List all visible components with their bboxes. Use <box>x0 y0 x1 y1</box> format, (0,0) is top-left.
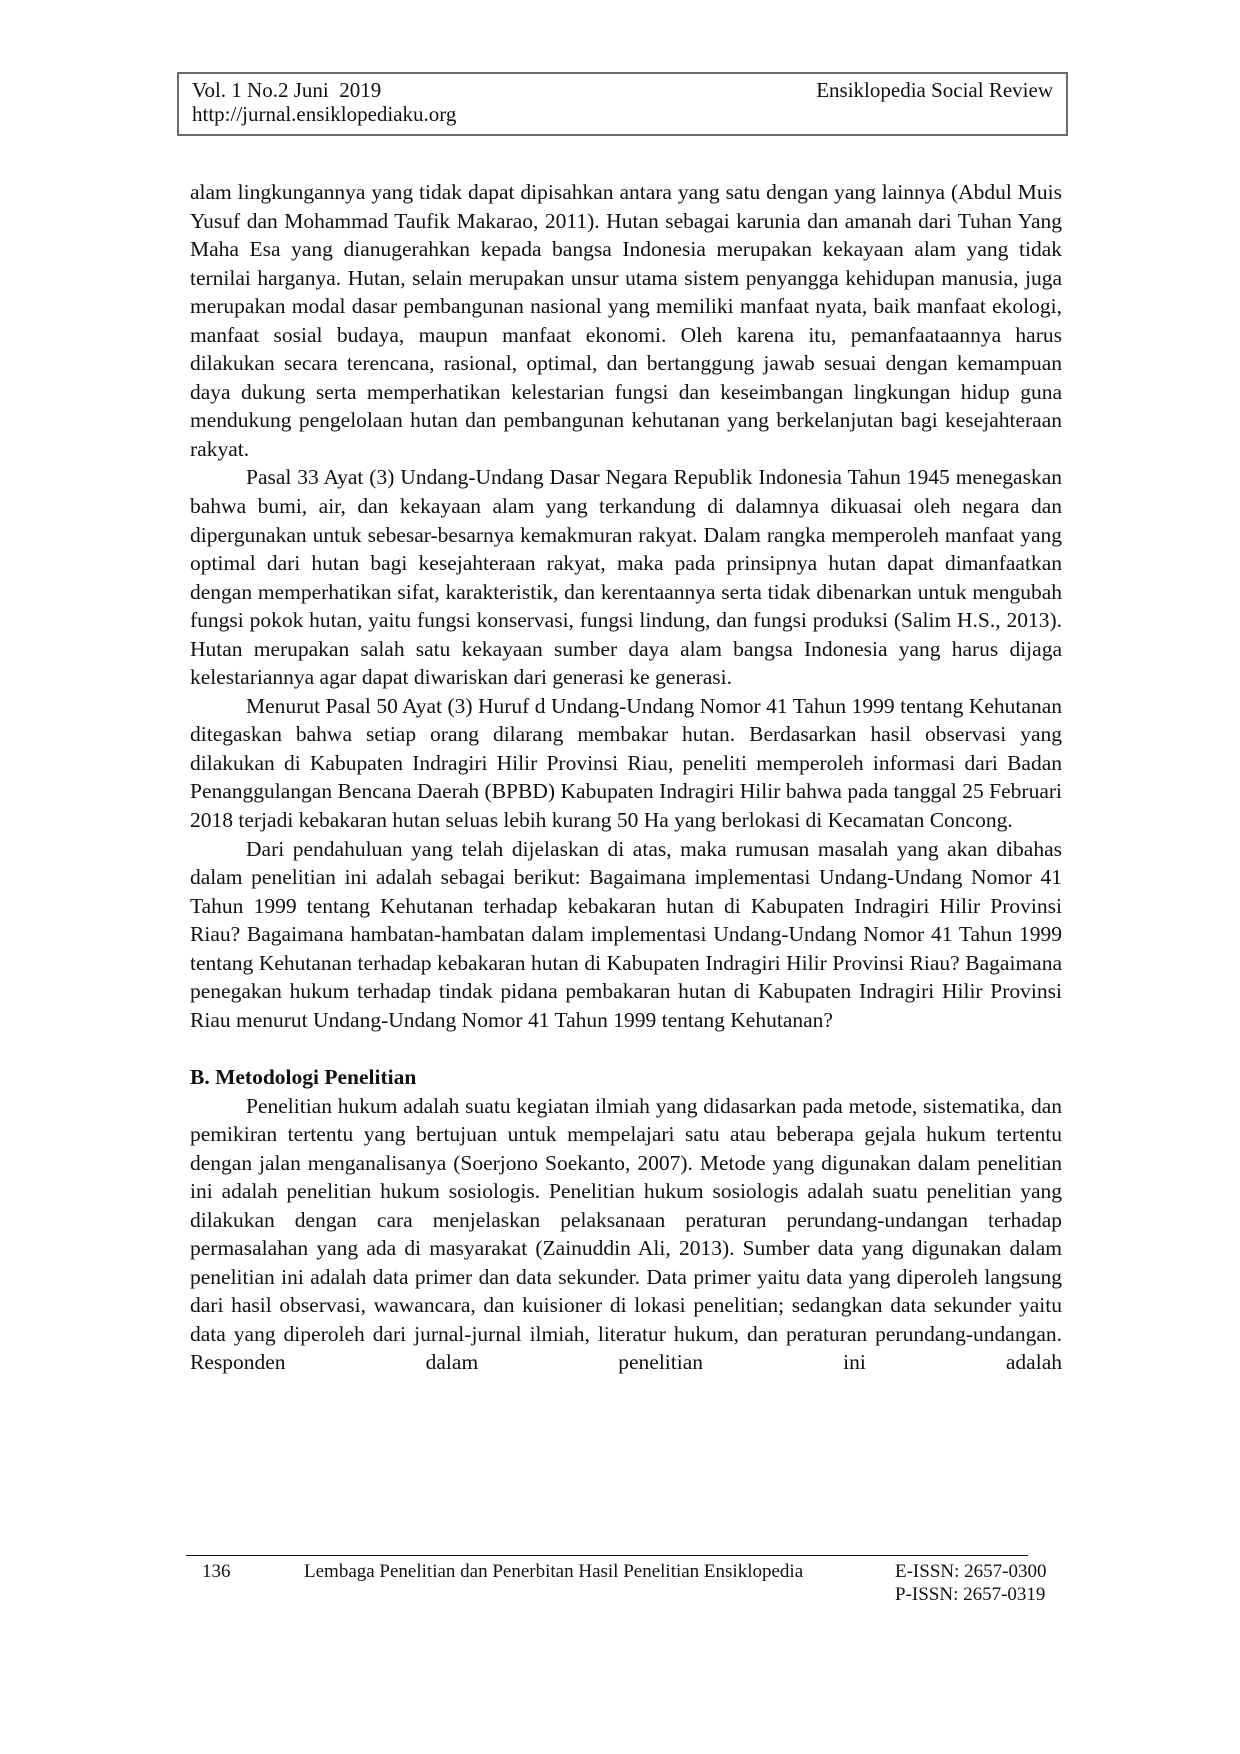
publisher-name: Lembaga Penelitian dan Penerbitan Hasil Penelitian Ensiklopedia <box>304 1561 804 1582</box>
journal-name: Ensiklopedia Social Review <box>816 78 1053 102</box>
paragraph-continued: alam lingkungannya yang tidak dapat dipisahkan antara yang satu dengan yang lainnya (Abdul Muis Yusuf dan Mohammad Taufik Makarao, 2011). Hutan sebagai karunia dan amanah dari Tuhan Yang Maha Esa yang dianugerahkan kepada bangsa Indonesia merupakan kekayaan alam yang tidak ternilai harganya. Hutan, selain merupakan unsur utama sistem penyangga kehidupan manusia, juga merupakan modal dasar pembangunan nasional yang memiliki manfaat nyata, baik manfaat ekologi, manfaat sosial budaya, maupun manfaat ekonomi. Oleh karena itu, pemanfaataannya harus dilakukan secara terencana, rasional, optimal, dan bertanggung jawab sesuai dengan kemampuan daya dukung serta memperhatikan kelestarian fungsi dan keseimbangan lingkungan hidup guna mendukung pengelolaan hutan dan pembangunan kehutanan yang berkelanjutan bagi kesejahteraan rakyat. <box>190 180 1062 461</box>
running-header <box>177 72 1068 136</box>
p-issn: P-ISSN: 2657-0319 <box>895 1584 1046 1605</box>
issn-block <box>895 1560 1065 1606</box>
article-body <box>190 178 1062 1377</box>
paragraph: Dari pendahuluan yang telah dijelaskan di atas, maka rumusan masalah yang akan dibahas dalam penelitian ini adalah sebagai berikut: Bagaimana implementasi Undang-Undang Nomor 41 Tahun 1999 tentang Kehutanan terhadap kebakaran hutan di Kabupaten Indragiri Hilir Provinsi Riau? Bagaimana hambatan-hambatan dalam implementasi Undang-Undang Nomor 41 Tahun 1999 tentang Kehutanan terhadap kebakaran hutan di Kabupaten Indragiri Hilir Provinsi Riau? Bagaimana penegakan hukum terhadap tindak pidana pembakaran hutan di Kabupaten Indragiri Hilir Provinsi Riau menurut Undang-Undang Nomor 41 Tahun 1999 tentang Kehutanan? <box>190 836 1062 1032</box>
volume-issue: Vol. 1 No.2 Juni 2019 <box>192 78 382 102</box>
paragraph: Menurut Pasal 50 Ayat (3) Huruf d Undang-Undang Nomor 41 Tahun 1999 tentang Kehutanan ditegaskan bahwa setiap orang dilarang membakar hutan. Berdasarkan hasil observasi yang dilakukan di Kabupaten Indragiri Hilir Provinsi Riau, peneliti memperoleh informasi dari Badan Penanggulangan Bencana Daerah (BPBD) Kabupaten Indragiri Hilir bahwa pada tanggal 25 Februari 2018 terjadi kebakaran hutan seluas lebih kurang 50 Ha yang berlokasi di Kecamatan Concong. <box>190 693 1062 833</box>
header-row-top <box>192 78 1053 102</box>
paragraph: Pasal 33 Ayat (3) Undang-Undang Dasar Negara Republik Indonesia Tahun 1945 menegaskan bahwa bumi, air, dan kekayaan alam yang terkandung di dalamnya dikuasai oleh negara dan dipergunakan untuk sebesar-besarnya kemakmuran rakyat. Dalam rangka memperoleh manfaat yang optimal dari hutan bagi kesejahteraan rakyat, maka pada prinsipnya hutan dapat dimanfaatkan dengan memperhatikan sifat, karakteristik, dan kerentaannya serta tidak dibenarkan untuk mengubah fungsi pokok hutan, yaitu fungsi konservasi, fungsi lindung, dan fungsi produksi (Salim H.S., 2013). Hutan merupakan salah satu kekayaan sumber daya alam bangsa Indonesia yang harus dijaga kelestariannya agar dapat diwariskan dari generasi ke generasi. <box>190 465 1062 690</box>
header-row-bottom <box>192 102 1053 126</box>
paragraph: Penelitian hukum adalah suatu kegiatan ilmiah yang didasarkan pada metode, sistematika, dan pemikiran tertentu yang bertujuan untuk mempelajari satu atau beberapa gejala hukum tertentu dengan jalan menganalisanya (Soerjono Soekanto, 2007). Metode yang digunakan dalam penelitian ini adalah penelitian hukum sosiologis. Penelitian hukum sosiologis adalah suatu penelitian yang dilakukan dengan cara menjelaskan pelaksanaan peraturan perundang-undangan terhadap permasalahan yang ada di masyarakat (Zainuddin Ali, 2013). Sumber data yang digunakan dalam penelitian ini adalah data primer dan data sekunder. Data primer yaitu data yang diperoleh langsung dari hasil observasi, wawancara, dan kuisioner di lokasi penelitian; sedangkan data sekunder yaitu data yang diperoleh dari jurnal-jurnal ilmiah, literatur hukum, dan peraturan perundang-undangan. Responden dalam penelitian ini adalah <box>190 1093 1062 1375</box>
section-heading: B. Metodologi Penelitian <box>190 1064 417 1089</box>
journal-url: http://jurnal.ensiklopediaku.org <box>192 102 457 126</box>
footer-divider <box>186 1555 1028 1556</box>
e-issn: E-ISSN: 2657-0300 <box>895 1561 1047 1582</box>
page-number: 136 <box>202 1561 231 1582</box>
